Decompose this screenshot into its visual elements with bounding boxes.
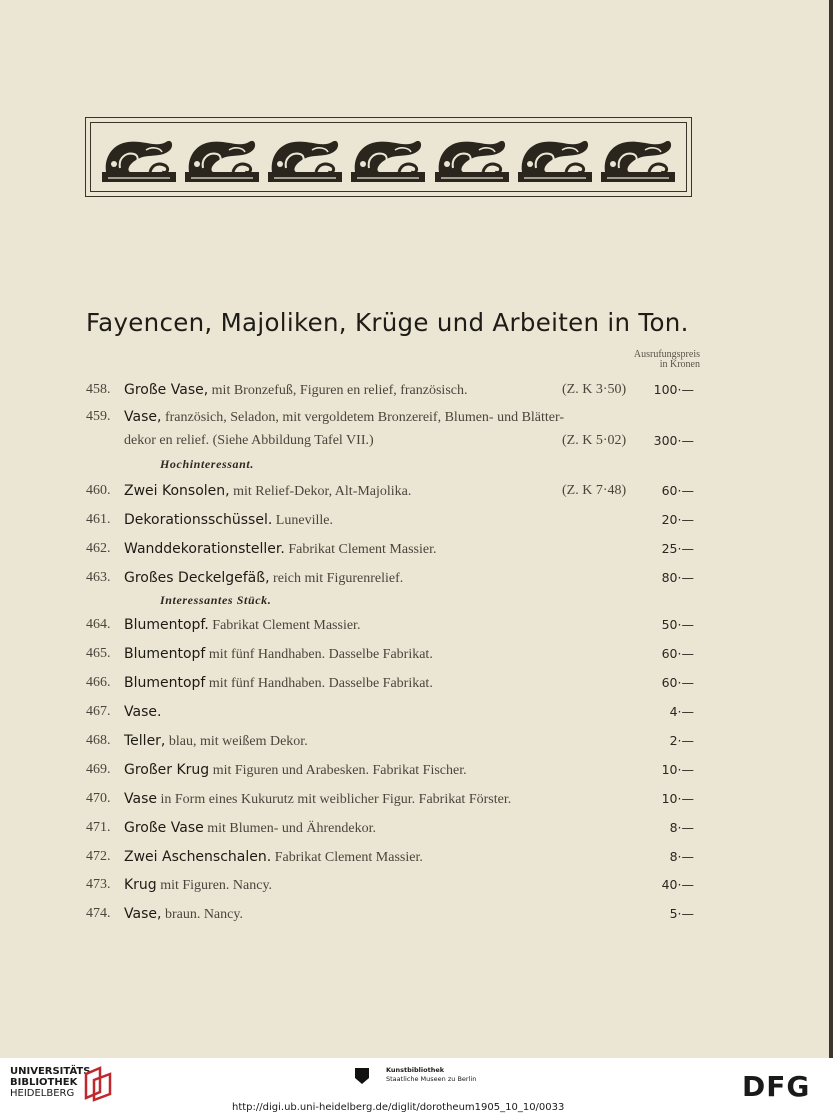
entry-item-details: Fabrikat Clement Massier. [271, 850, 423, 865]
entry-price: 8·— [669, 849, 694, 864]
entry-description [124, 541, 436, 558]
ornament-scroll-icon [599, 128, 677, 186]
entry-price: 20·— [661, 512, 694, 527]
catalog-entry [86, 617, 706, 637]
entry-price: 10·— [661, 762, 694, 777]
entry-item-name: Zwei Aschenschalen. [124, 849, 272, 865]
entry-number: 464. [86, 617, 111, 632]
entry-reference: (Z. K 5·02) [562, 433, 627, 448]
entry-note: Interessantes Stück. [160, 593, 272, 607]
catalog-entry [86, 512, 706, 532]
entry-number: 472. [86, 849, 111, 864]
catalog-entry [86, 570, 706, 590]
entry-item-name: Vase, [124, 906, 162, 922]
entry-item-name: Teller, [124, 733, 166, 749]
entry-price: 4·— [669, 704, 694, 719]
entry-number: 471. [86, 820, 111, 835]
entry-number: 466. [86, 675, 111, 690]
entry-description [124, 617, 360, 634]
entry-description-continued: dekor en relief. (Siehe Abbildung Tafel VII.) [124, 433, 374, 448]
entry-item-name: Dekorationsschüssel. [124, 512, 273, 528]
price-header-line-1: Ausrufungspreis [633, 349, 700, 360]
entry-item-details: braun. Nancy. [161, 907, 243, 922]
ub-logo-icon [80, 1064, 116, 1104]
dfg-logo: DFG [742, 1070, 811, 1103]
entry-item-details: Fabrikat Clement Massier. [208, 618, 361, 633]
entry-number: 467. [86, 704, 111, 719]
entry-price: 5·— [669, 906, 694, 921]
entry-number: 468. [86, 733, 111, 748]
entry-item-details: französich, Seladon, mit vergoldetem Bronzereif, Blumen- und Blätter- [161, 410, 565, 425]
entry-description [124, 820, 376, 837]
entry-number: 462. [86, 541, 111, 556]
entry-description [124, 849, 423, 866]
entry-number: 473. [86, 877, 111, 892]
entry-price: 60·— [661, 646, 694, 661]
entry-price: 60·— [661, 675, 694, 690]
ornament-scroll-icon [516, 128, 594, 186]
source-url[interactable]: http://digi.ub.uni-heidelberg.de/diglit/dorotheum1905_10_10/0033 [232, 1102, 565, 1113]
catalog-entry [86, 409, 706, 429]
entry-item-name: Krug [124, 877, 157, 893]
entry-price: 10·— [661, 791, 694, 806]
entry-description [124, 906, 243, 923]
entry-item-name: Großes Deckelgefäß, [124, 570, 270, 586]
entry-item-name: Vase [124, 791, 157, 807]
entry-item-name: Vase, [124, 409, 162, 425]
entry-item-details: mit Relief-Dekor, Alt-Majolika. [229, 484, 412, 499]
entry-price: 80·— [661, 570, 694, 585]
entry-number: 458. [86, 382, 111, 397]
entry-item-name: Vase. [124, 704, 162, 720]
ornament-scroll-icon [266, 128, 344, 186]
entry-description [124, 791, 511, 808]
entry-description [124, 483, 411, 500]
ub-line-2: BIBLIOTHEK [10, 1077, 78, 1088]
entry-price: 40·— [661, 877, 694, 892]
entry-item-name: Blumentopf. [124, 617, 209, 633]
entry-price: 8·— [669, 820, 694, 835]
entry-note: Hochinteressant. [160, 457, 254, 471]
entry-description [124, 733, 308, 750]
entry-item-details: mit fünf Handhaben. Dasselbe Fabrikat. [205, 676, 433, 691]
catalog-entry-continuation [86, 433, 706, 453]
entry-item-name: Blumentopf [124, 675, 206, 691]
entry-price: 100·— [653, 382, 694, 397]
ornament-scroll-icon [100, 128, 178, 186]
entry-price: 300·— [653, 433, 694, 448]
entry-price: 2·— [669, 733, 694, 748]
entry-description [124, 512, 333, 529]
catalog-entry [86, 483, 706, 503]
ornamental-header-band [85, 117, 692, 197]
entry-reference: (Z. K 3·50) [562, 382, 627, 397]
kb-line-2: Staatliche Museen zu Berlin [386, 1075, 477, 1083]
price-header-line-2: in Kronen [659, 359, 700, 370]
entry-number: 463. [86, 570, 111, 585]
catalog-entry [86, 733, 706, 753]
entry-number: 459. [86, 409, 111, 424]
entry-description [124, 382, 467, 399]
entry-price: 50·— [661, 617, 694, 632]
entry-item-name: Wanddekorationsteller. [124, 541, 285, 557]
entry-item-details: Luneville. [272, 513, 333, 528]
catalog-entry [86, 675, 706, 695]
price-column-header [600, 350, 700, 370]
entry-item-details: reich mit Figurenrelief. [269, 571, 404, 586]
entry-item-details: in Form eines Kukurutz mit weiblicher Figur. Fabrikat Förster. [156, 792, 512, 807]
catalog-entry [86, 704, 706, 724]
entry-item-name: Große Vase [124, 820, 204, 836]
entry-price: 60·— [661, 483, 694, 498]
entry-item-name: Großer Krug [124, 762, 210, 778]
ub-line-1: UNIVERSITÄTS- [10, 1066, 95, 1077]
entry-description [124, 675, 433, 692]
entry-item-details: mit Figuren und Arabesken. Fabrikat Fischer. [209, 763, 467, 778]
entry-description [124, 877, 272, 894]
entry-number: 470. [86, 791, 111, 806]
entry-item-details: blau, mit weißem Dekor. [165, 734, 308, 749]
ornament-scroll-icon [349, 128, 427, 186]
entry-item-details: Fabrikat Clement Massier. [284, 542, 437, 557]
entry-description [124, 704, 161, 721]
entry-number: 461. [86, 512, 111, 527]
entry-item-details: mit fünf Handhaben. Dasselbe Fabrikat. [205, 647, 433, 662]
catalog-entry [86, 541, 706, 561]
entry-item-name: Blumentopf [124, 646, 206, 662]
entry-reference: (Z. K 7·48) [562, 483, 627, 498]
page-edge [829, 0, 833, 1058]
catalog-entry [86, 382, 706, 402]
entry-description [124, 646, 433, 663]
entry-item-details: mit Blumen- und Ährendekor. [203, 821, 376, 836]
ornament-scroll-icon [433, 128, 511, 186]
entry-number: 460. [86, 483, 111, 498]
catalog-entry [86, 646, 706, 666]
entry-description [124, 409, 564, 426]
entry-description [124, 570, 403, 587]
entry-price: 25·— [661, 541, 694, 556]
catalog-entry [86, 906, 706, 926]
kb-line-1: Kunstbibliothek [386, 1066, 445, 1074]
entry-description [124, 762, 467, 779]
catalog-entry [86, 877, 706, 897]
catalog-entry [86, 849, 706, 869]
entry-item-name: Große Vase, [124, 382, 209, 398]
page-title: Fayencen, Majoliken, Krüge und Arbeiten in Ton. [86, 308, 689, 337]
entry-item-name: Zwei Konsolen, [124, 483, 230, 499]
entry-item-details: mit Figuren. Nancy. [156, 878, 273, 893]
entry-number: 465. [86, 646, 111, 661]
entry-number: 469. [86, 762, 111, 777]
entry-item-details: mit Bronzefuß, Figuren en relief, französisch. [208, 383, 468, 398]
kunstbibliothek-label [386, 1066, 476, 1084]
ornament-scroll-icon [183, 128, 261, 186]
catalog-entry [86, 791, 706, 811]
kunstbibliothek-logo-icon [355, 1068, 369, 1084]
catalog-entry [86, 820, 706, 840]
catalog-entry [86, 762, 706, 782]
ub-line-3: HEIDELBERG [10, 1088, 75, 1099]
entry-number: 474. [86, 906, 111, 921]
